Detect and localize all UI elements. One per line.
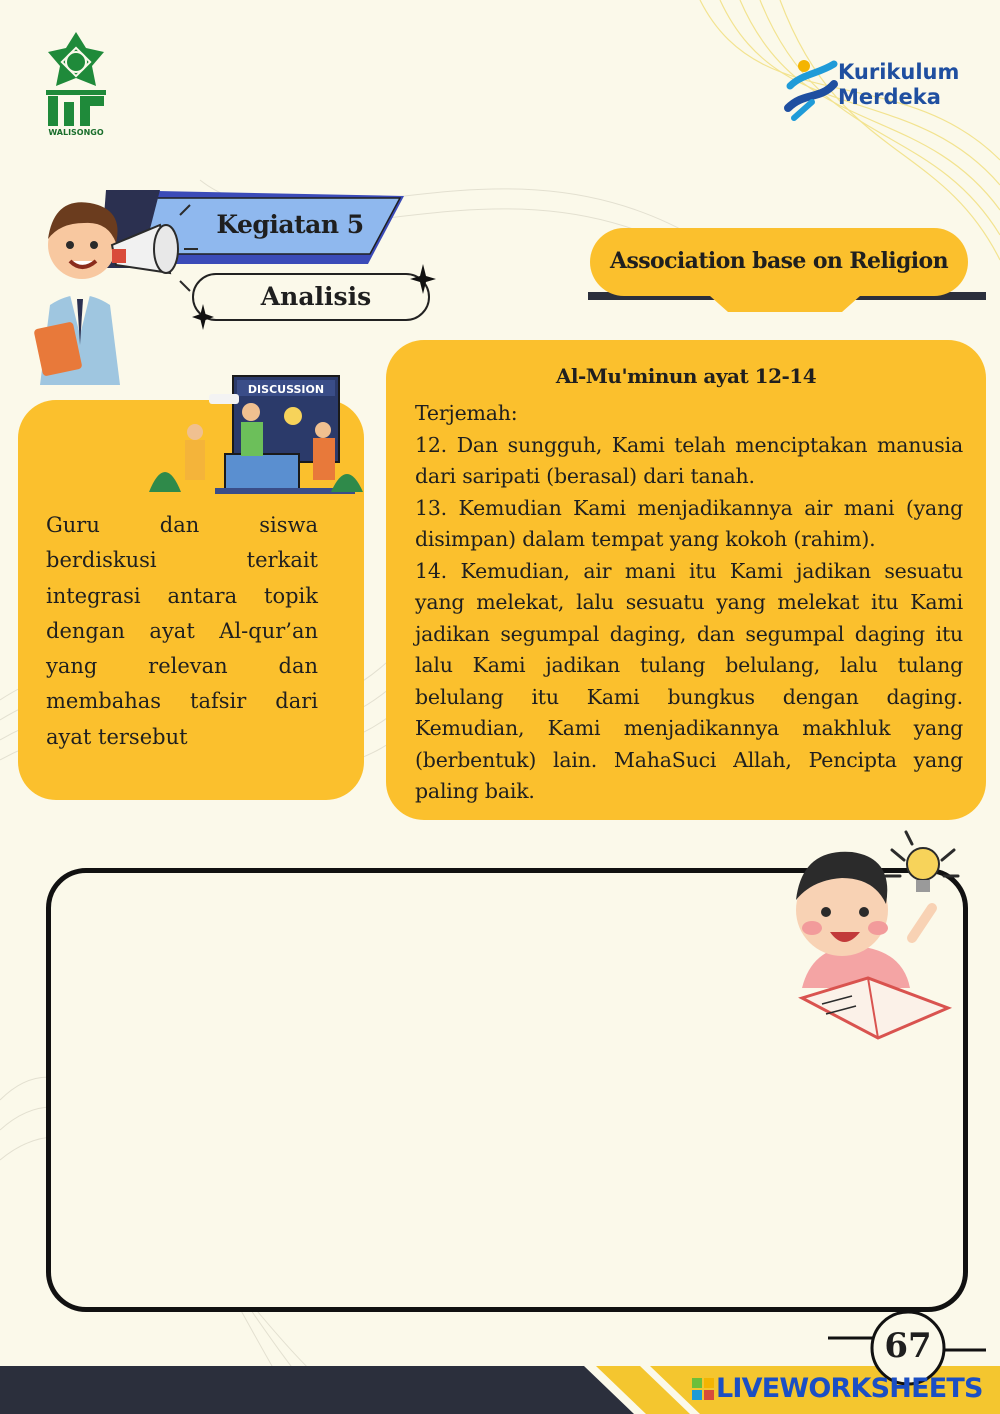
kurikulum-merdeka-logo-icon bbox=[782, 56, 842, 126]
liveworksheets-logo-icon bbox=[692, 1378, 714, 1400]
activity-subtitle: Analisis bbox=[260, 282, 372, 311]
quran-verse: 13. Kemudian Kami menjadikannya air mani (yang disimpan) dalam tempat yang kokoh (rahim). bbox=[415, 495, 963, 551]
quran-verse: 14. Kemudian, air mani itu Kami jadikan sesuatu yang melekat, lalu sesuatu yang melekat itu Kami jadikan segumpal daging, dan segumpal daging itu lalu Kami jadikan tulang belulang, lalu tulang belulang itu Kami bungkus dengan daging. Kemudian, Kami menjadikannya makhluk yang (berbentuk) lain. MahaSuci Allah, Pencipta yang paling baik. bbox=[415, 558, 963, 803]
discussion-illustration bbox=[145, 372, 365, 498]
page-number: 67 bbox=[884, 1326, 932, 1366]
sparkle-icon bbox=[410, 264, 436, 294]
walisongo-logo-icon bbox=[40, 30, 112, 140]
quran-card-body bbox=[415, 398, 963, 808]
topic-label: Association base on Religion bbox=[610, 248, 948, 274]
teacher-megaphone-illustration bbox=[20, 185, 210, 385]
kurikulum-merdeka-logo-text bbox=[838, 60, 959, 110]
curriculum-logo-line2: Merdeka bbox=[838, 85, 941, 109]
topic-tab bbox=[710, 296, 860, 312]
liveworksheets-brand: LIVEWORKSHEETS bbox=[716, 1373, 983, 1404]
curriculum-logo-line1: Kurikulum bbox=[838, 60, 960, 84]
walisongo-logo-text: WALISONGO bbox=[48, 128, 104, 137]
discussion-board-text: DISCUSSION bbox=[247, 383, 325, 396]
student-idea-illustration bbox=[782, 828, 962, 1043]
quran-verse: 12. Dan sungguh, Kami telah menciptakan manusia dari saripati (berasal) dari tanah. bbox=[415, 432, 963, 488]
quran-card-title: Al-Mu'minun ayat 12-14 bbox=[555, 364, 817, 388]
activity-title: Kegiatan 5 bbox=[216, 210, 364, 239]
info-card-text: Guru dan siswa berdiskusi terkait integrasi antara topik dengan ayat Al-qur’an yang relevan dan membahas tafsir dari ayat tersebut bbox=[46, 513, 318, 749]
quran-intro: Terjemah: bbox=[415, 401, 518, 425]
